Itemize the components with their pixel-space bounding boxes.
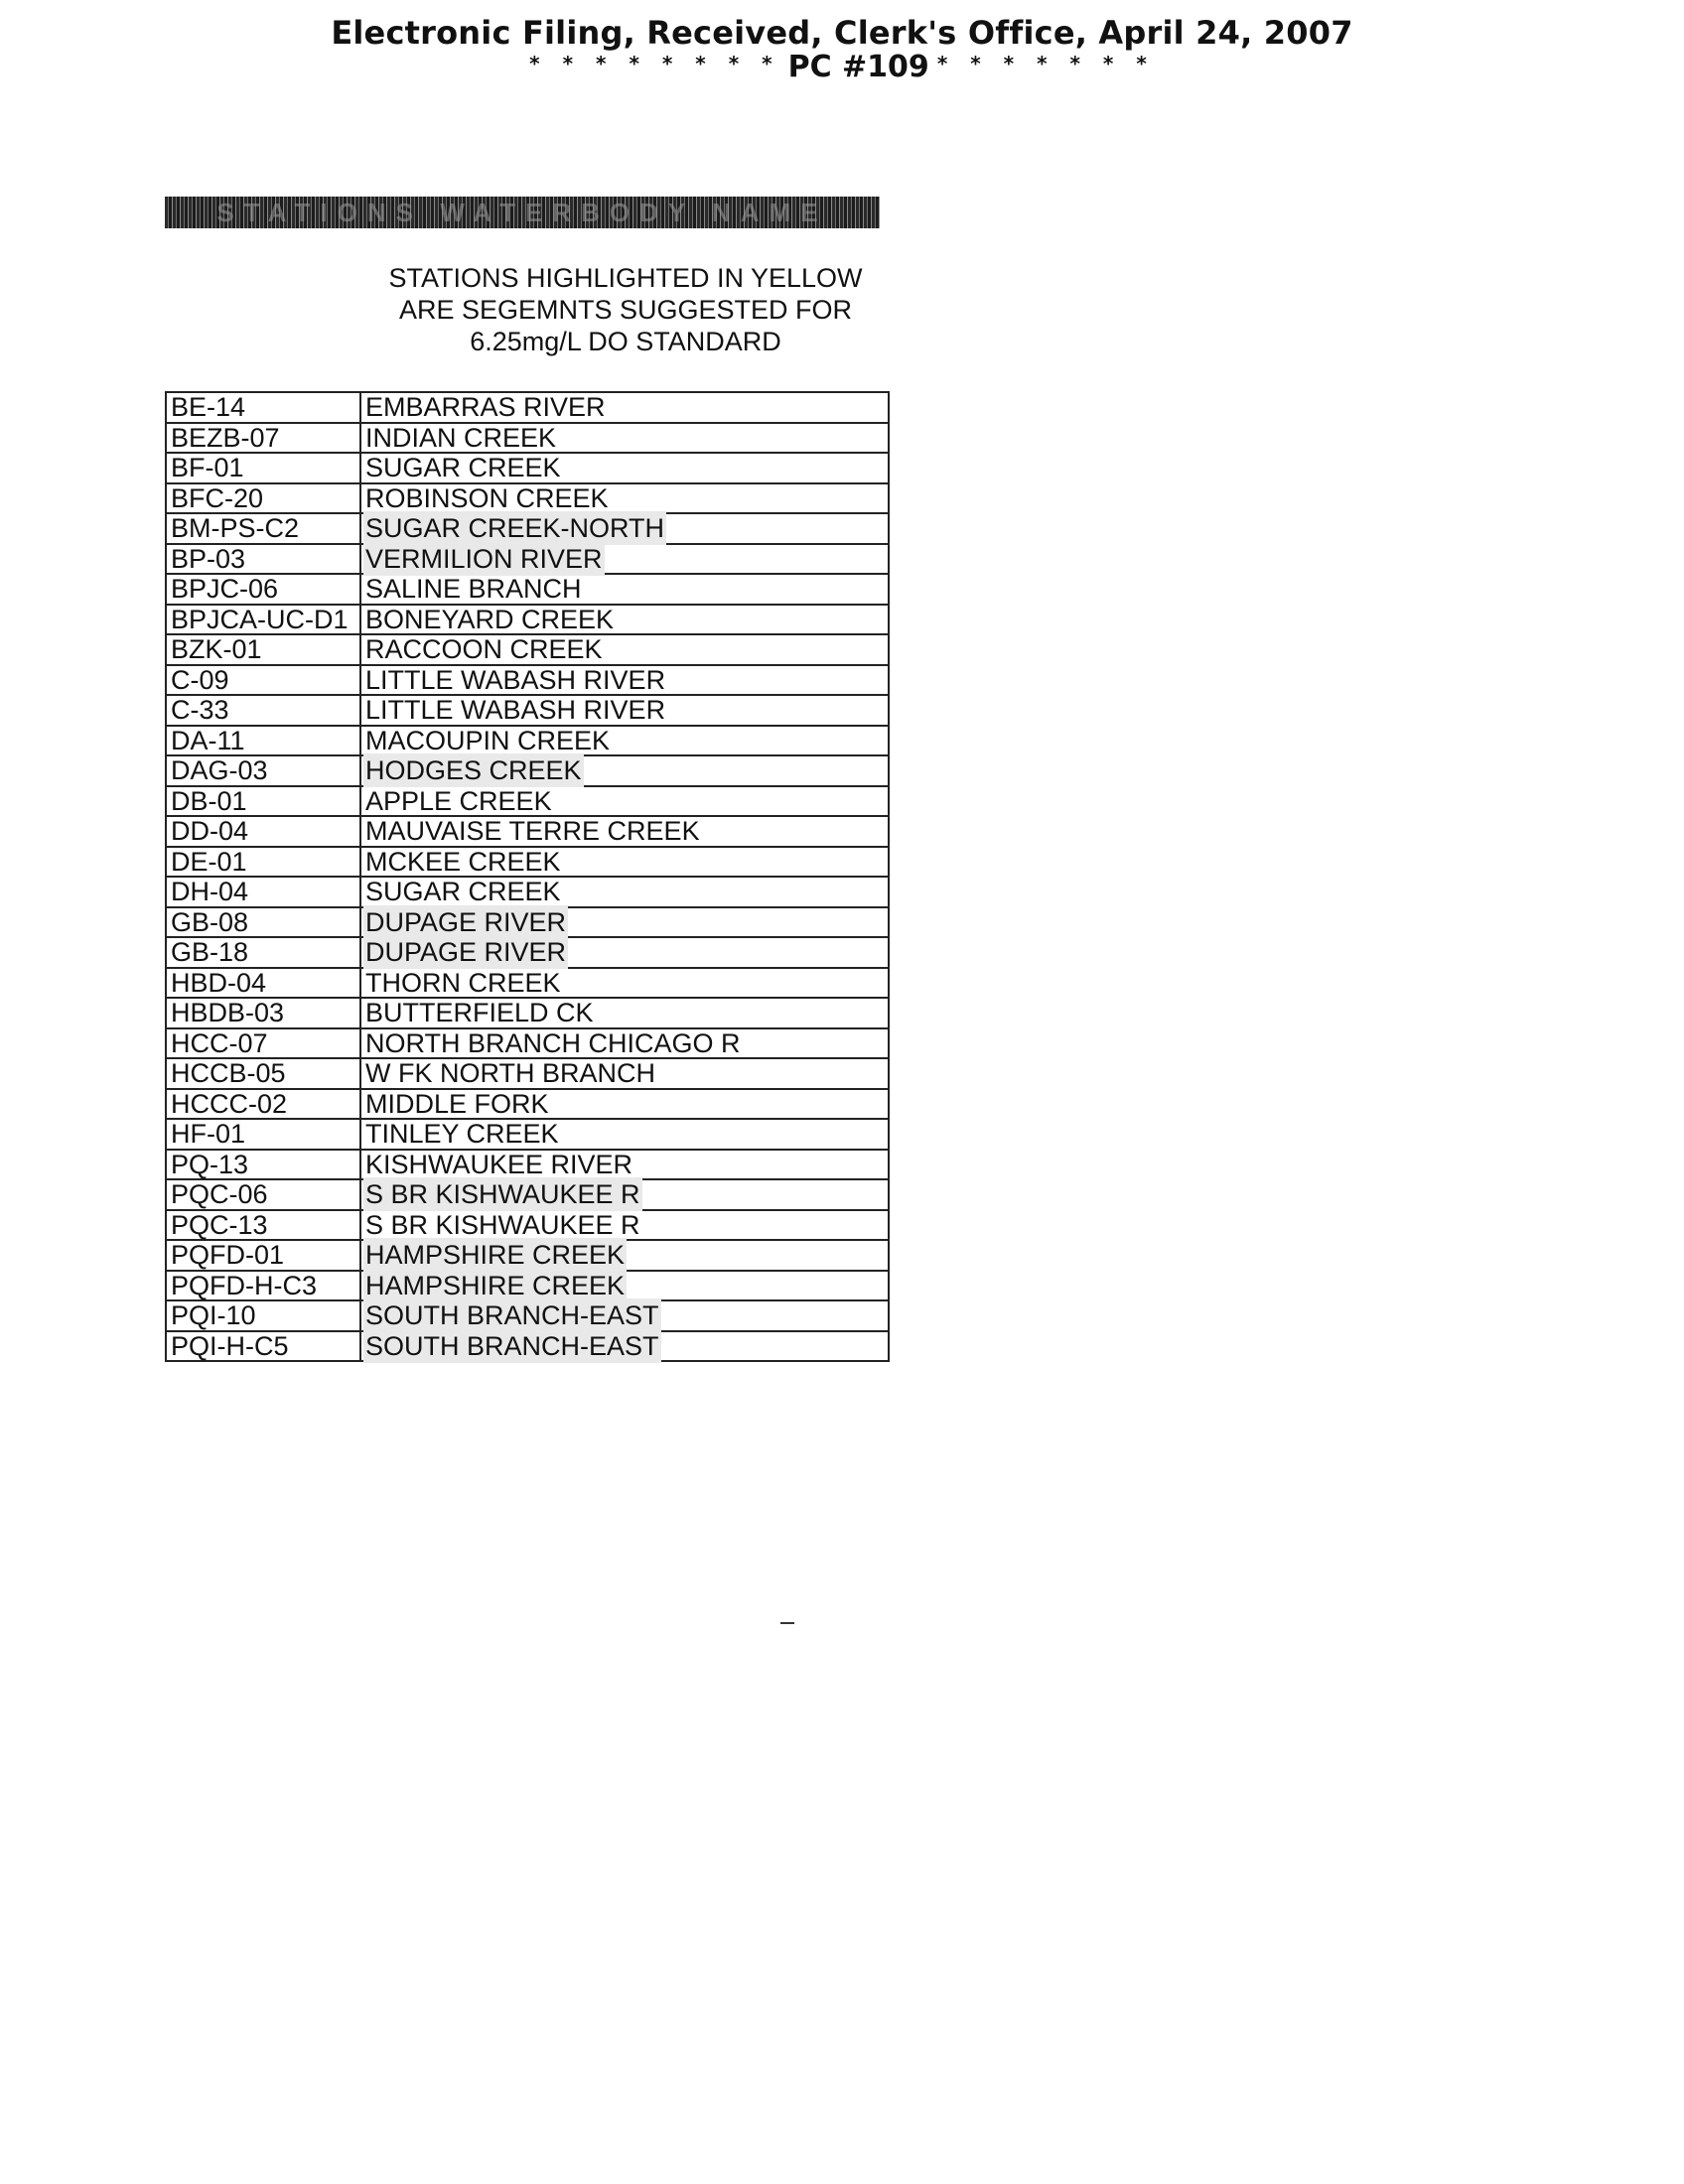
waterbody-name: MIDDLE FORK (365, 1088, 549, 1119)
station-code: BPJC-06 (166, 574, 360, 605)
waterbody-name: TINLEY CREEK (365, 1119, 559, 1150)
stations-table (165, 391, 890, 1362)
filing-stamp: Electronic Filing, Received, Clerk's Office, April 24, 2007 (331, 14, 1353, 52)
station-code: DB-01 (166, 786, 360, 817)
waterbody-name: HAMPSHIRE CREEK (365, 1240, 626, 1271)
table-row (166, 513, 889, 544)
waterbody-name-cell (360, 1058, 889, 1089)
waterbody-name-cell (360, 392, 889, 423)
table-row (166, 1089, 889, 1120)
note-line-3: 6.25mg/L DO STANDARD (470, 327, 781, 356)
station-code: C-09 (166, 665, 360, 696)
waterbody-name-cell (360, 544, 889, 575)
table-row (166, 1240, 889, 1271)
note-line-2: ARE SEGEMNTS SUGGESTED FOR (398, 295, 853, 325)
table-row (166, 574, 889, 605)
waterbody-name-cell (360, 483, 889, 514)
table-row (166, 695, 889, 726)
waterbody-name-cell (360, 1271, 889, 1301)
station-code: HBDB-03 (166, 998, 360, 1028)
waterbody-name: SUGAR CREEK-NORTH (365, 513, 665, 544)
station-code: HCCC-02 (166, 1089, 360, 1120)
waterbody-name-cell (360, 1240, 889, 1271)
table-row (166, 755, 889, 786)
waterbody-name: VERMILION RIVER (365, 543, 603, 574)
table-row (166, 1210, 889, 1241)
waterbody-name-cell (360, 1089, 889, 1120)
station-code: C-33 (166, 695, 360, 726)
note-line-1: STATIONS HIGHLIGHTED IN YELLOW (388, 263, 863, 293)
table-row (166, 1300, 889, 1331)
waterbody-name: HAMPSHIRE CREEK (365, 1270, 626, 1300)
waterbody-name: BUTTERFIELD CK (365, 998, 594, 1028)
station-code: HCCB-05 (166, 1058, 360, 1089)
waterbody-name-cell (360, 1179, 889, 1210)
table-row (166, 937, 889, 968)
table-row (166, 483, 889, 514)
table-title: STATIONS WATERBODY NAME (216, 198, 828, 227)
stars-left: * * * * * * * * (529, 52, 780, 75)
waterbody-name-cell (360, 695, 889, 726)
table-row (166, 786, 889, 817)
station-code: DH-04 (166, 877, 360, 907)
waterbody-name-cell (360, 1210, 889, 1241)
station-code: PQ-13 (166, 1150, 360, 1180)
waterbody-name-cell (360, 877, 889, 907)
waterbody-name-cell (360, 968, 889, 999)
table-row (166, 1331, 889, 1362)
waterbody-name: MACOUPIN CREEK (365, 725, 611, 755)
waterbody-name: SUGAR CREEK (365, 877, 561, 907)
table-row (166, 605, 889, 635)
station-code: BP-03 (166, 544, 360, 575)
station-code: PQI-10 (166, 1300, 360, 1331)
table-row (166, 1119, 889, 1150)
pc-number-line (0, 50, 1684, 84)
table-row (166, 392, 889, 423)
table-row (166, 423, 889, 454)
waterbody-name: LITTLE WABASH RIVER (365, 664, 666, 695)
waterbody-name: SALINE BRANCH (365, 574, 582, 605)
table-row (166, 907, 889, 938)
waterbody-name-cell (360, 665, 889, 696)
station-code: PQI-H-C5 (166, 1331, 360, 1362)
waterbody-name: EMBARRAS RIVER (365, 392, 606, 423)
station-code: BEZB-07 (166, 423, 360, 454)
station-code: GB-08 (166, 907, 360, 938)
table-row (166, 726, 889, 756)
waterbody-name: S BR KISHWAUKEE R (365, 1179, 640, 1210)
station-code: DA-11 (166, 726, 360, 756)
stars-right: * * * * * * * (936, 52, 1155, 75)
table-row (166, 634, 889, 665)
table-row (166, 968, 889, 999)
waterbody-name-cell (360, 907, 889, 938)
waterbody-name-cell (360, 1150, 889, 1180)
table-row (166, 453, 889, 483)
waterbody-name: SUGAR CREEK (365, 453, 561, 483)
highlight-note (338, 262, 913, 357)
waterbody-name-cell (360, 574, 889, 605)
waterbody-name: BONEYARD CREEK (365, 604, 615, 634)
waterbody-name-cell (360, 1119, 889, 1150)
station-code: BE-14 (166, 392, 360, 423)
waterbody-name: W FK NORTH BRANCH (365, 1058, 656, 1089)
waterbody-name: NORTH BRANCH CHICAGO R (365, 1027, 741, 1058)
station-code: BFC-20 (166, 483, 360, 514)
waterbody-name-cell (360, 1028, 889, 1059)
table-title-bar (165, 197, 880, 228)
waterbody-name: KISHWAUKEE RIVER (365, 1149, 633, 1179)
waterbody-name-cell (360, 1331, 889, 1362)
station-code: HBD-04 (166, 968, 360, 999)
station-code: PQC-06 (166, 1179, 360, 1210)
waterbody-name-cell (360, 816, 889, 847)
waterbody-name: MCKEE CREEK (365, 846, 561, 877)
station-code: DD-04 (166, 816, 360, 847)
waterbody-name-cell (360, 786, 889, 817)
table-row (166, 1150, 889, 1180)
table-row (166, 1028, 889, 1059)
waterbody-name: SOUTH BRANCH-EAST (365, 1330, 659, 1361)
waterbody-name-cell (360, 634, 889, 665)
waterbody-name: S BR KISHWAUKEE R (365, 1209, 640, 1240)
waterbody-name-cell (360, 605, 889, 635)
waterbody-name-cell (360, 998, 889, 1028)
station-code: DE-01 (166, 847, 360, 878)
waterbody-name: APPLE CREEK (365, 785, 552, 816)
waterbody-name-cell (360, 1300, 889, 1331)
waterbody-name-cell (360, 513, 889, 544)
waterbody-name-cell (360, 453, 889, 483)
waterbody-name: MAUVAISE TERRE CREEK (365, 816, 700, 847)
waterbody-name-cell (360, 937, 889, 968)
table-row (166, 1179, 889, 1210)
table-row (166, 877, 889, 907)
station-code: HF-01 (166, 1119, 360, 1150)
table-row (166, 665, 889, 696)
waterbody-name-cell (360, 847, 889, 878)
waterbody-name: HODGES CREEK (365, 755, 582, 786)
station-code: DAG-03 (166, 755, 360, 786)
waterbody-name-cell (360, 755, 889, 786)
table-row (166, 998, 889, 1028)
waterbody-name: RACCOON CREEK (365, 634, 603, 665)
table-row (166, 1058, 889, 1089)
waterbody-name: DUPAGE RIVER (365, 906, 567, 937)
waterbody-name-cell (360, 726, 889, 756)
waterbody-name-cell (360, 423, 889, 454)
waterbody-name: INDIAN CREEK (365, 422, 557, 453)
station-code: GB-18 (166, 937, 360, 968)
station-code: BPJCA-UC-D1 (166, 605, 360, 635)
waterbody-name: SOUTH BRANCH-EAST (365, 1300, 659, 1331)
pc-number: PC #109 (787, 50, 929, 84)
waterbody-name: LITTLE WABASH RIVER (365, 695, 666, 726)
station-code: PQFD-01 (166, 1240, 360, 1271)
waterbody-name: THORN CREEK (365, 967, 561, 998)
station-code: BM-PS-C2 (166, 513, 360, 544)
table-row (166, 816, 889, 847)
station-code: BZK-01 (166, 634, 360, 665)
station-code: PQFD-H-C3 (166, 1271, 360, 1301)
table-row (166, 1271, 889, 1301)
table-row (166, 847, 889, 878)
waterbody-name: DUPAGE RIVER (365, 937, 567, 968)
station-code: HCC-07 (166, 1028, 360, 1059)
station-code: BF-01 (166, 453, 360, 483)
stray-mark (780, 1622, 794, 1624)
waterbody-name: ROBINSON CREEK (365, 482, 609, 513)
table-row (166, 544, 889, 575)
station-code: PQC-13 (166, 1210, 360, 1241)
